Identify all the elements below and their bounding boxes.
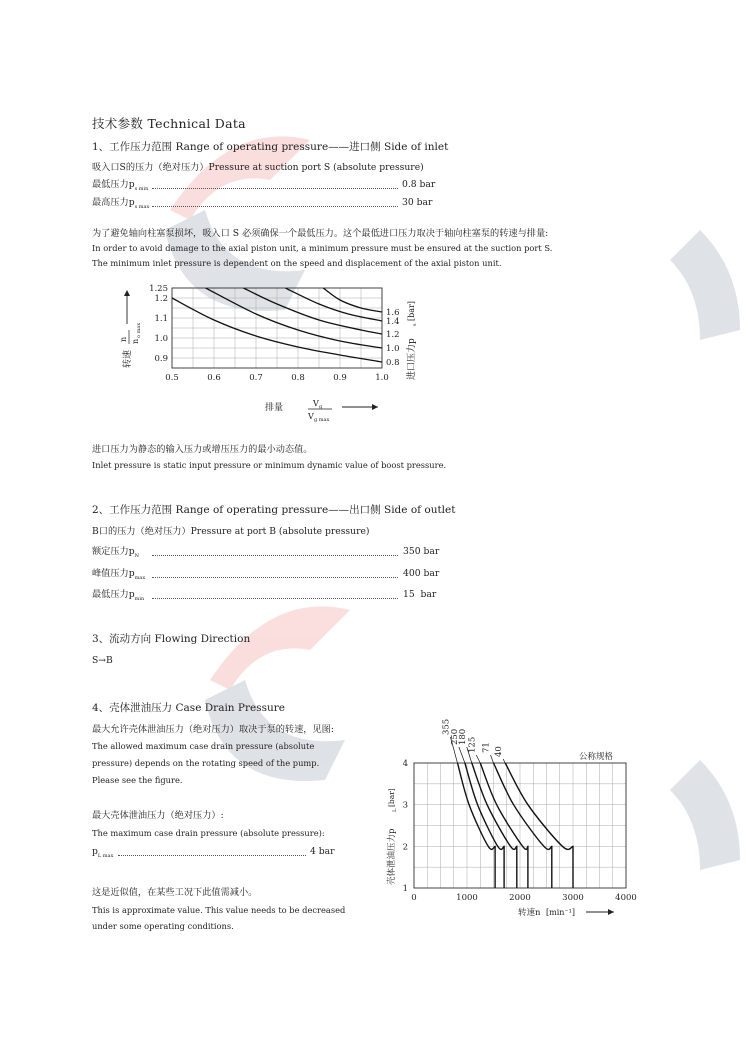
section2-title: 2、工作压力范围 Range of operating pressure——出口侧 Side of outlet [92,504,456,516]
chart1-series-line [285,288,382,321]
s1-note-cn: 为了避免轴向柱塞泵损坏，吸入口 S 必须确保一个最低压力。这个最低进口压力取决于轴向柱塞泵的转速与排量: [92,228,549,239]
chart1-x-tick-label: 0.7 [249,373,263,383]
section2-subtitle: B口的压力（绝对压力）Pressure at port B (absolute pressure) [92,526,370,537]
chart2-x-tick-label: 0 [411,893,417,903]
chart1-x-tick-label: 0.5 [165,373,179,383]
s2-row-label: 最低压力$p_{min}$ [92,589,145,602]
chart2-series-leader [491,755,494,763]
chart2-series-label: 71 [481,742,492,753]
chart1-y-tick-label: 1.1 [154,314,168,324]
chart2-y-label-group [386,788,398,885]
flow-direction-value: S→B [92,655,113,666]
chart1-x-tick-label: 1.0 [375,373,389,383]
chart1-y2-label: 进口压力p [407,338,417,380]
chart1-y-label-group [119,323,142,368]
chart2-x-tick-label: 2000 [509,893,531,903]
s2-row-leader [152,577,398,578]
chart2-series-label: 355 [441,718,452,735]
chart1-right-label: 1.4 [386,317,400,327]
chart1-y-tick-label: 0.9 [154,354,168,364]
chart1-y2-label-unit: [bar] [407,301,416,321]
s2-row-label: 峰值压力$p_{max}$ [92,568,146,581]
s4-row-value: 4 bar [310,846,335,857]
s1-note-en: The minimum inlet pressure is dependent on the speed and displacement of the axial piston unit. [92,258,502,268]
s2-row-leader [152,598,398,599]
chart2-y-tick-label: 1 [402,884,408,894]
chart1-x-label: 排量 [265,403,284,413]
chart1-x-tick-label: 0.6 [207,373,221,383]
s4-text: The allowed maximum case drain pressure (absolute [92,741,315,751]
s1-row-leader [152,206,398,207]
chart2-x-tick-label: 4000 [615,893,637,903]
chart1-y-frac-den-sub: o max [136,322,142,338]
chart2-series-label: 180 [457,728,468,745]
chart2-x-tick-label: 1000 [456,893,478,903]
chart2-series-leader [476,755,480,763]
s1-row-label: 最低压力$p_{s min}$ [92,179,149,192]
chart1-y-frac-num: n [119,336,128,342]
chart1-x-frac-num-sub: g [319,404,323,410]
section1-title: 1、工作压力范围 Range of operating pressure——进口侧 Side of inlet [92,141,449,153]
chart2-series-label: 250 [449,728,460,745]
chart2-series-leader [503,759,505,763]
s4-row-leader [118,855,306,856]
s4-text: 最大壳体泄油压力（绝对压力）: [92,810,224,821]
s2-row-label: 额定压力$p_N$ [92,546,140,559]
s1-after-cn: 进口压力为静态的输入压力或增压压力的最小动态值。 [92,444,313,455]
chart1-y-tick-label: 1.25 [149,284,168,294]
chart1-right-label: 1.6 [386,308,400,318]
chart1-right-label: 0.8 [386,358,400,368]
chart1-x-frac-den: V [308,412,314,421]
chart1-x-arrow-head [372,404,378,410]
section3-title: 3、流动方向 Flowing Direction [92,633,251,645]
chart1-y2-label-group [405,301,418,380]
chart1-y-tick-label: 1.0 [154,334,168,344]
chart2-x-arrow-head [608,909,614,915]
chart1-x-frac-num: V [313,399,319,408]
s2-row-leader [152,555,398,556]
chart2-series-label: 125 [467,736,478,753]
chart1-y-tick-label: 1.2 [154,294,168,304]
s4-text: under some operating conditions. [92,921,234,931]
chart1-right-label: 1.0 [386,344,400,354]
page-heading: 技术参数 Technical Data [92,116,246,131]
chart2-y-label-unit: [bar] [387,788,396,807]
chart2-series-label: 40 [494,746,505,757]
chart2-y-label-sub: L [392,808,398,812]
chart2-legend-title: 公称规格 [578,752,614,762]
chart2-y-tick-label: 2 [402,842,408,853]
inlet-pressure-chart [110,280,450,440]
chart2-x-label: 转速n [518,908,541,918]
chart1-y-arrow-head [124,290,130,296]
chart1-x-tick-label: 0.9 [333,373,347,383]
s4-text: This is approximate value. This value needs to be decreased [92,905,346,915]
chart2-x-tick-label: 3000 [562,893,584,903]
case-drain-chart [378,715,648,935]
s1-after-en: Inlet pressure is static input pressure or minimum dynamic value of boost pressure. [92,460,447,470]
s1-row-label: 最高压力$p_{s max}$ [92,197,150,210]
chart2-y-label: 壳体泄油压力p [387,828,397,885]
s2-row-value: 15 bar [403,589,437,600]
s4-text: Please see the figure. [92,775,183,785]
s4-text: 这是近似值，在某些工况下此值需减小。 [92,887,258,898]
chart2-y-tick-label: 4 [402,759,408,769]
chart1-x-tick-label: 0.8 [291,373,305,383]
s4-row-label: $p_{L max}$ [92,846,114,859]
s1-row-value: 30 bar [402,197,433,208]
s4-text: 最大允许壳体泄油压力（绝对压力）取决于泵的转速，见图: [92,724,334,735]
chart1-y-label: 转速 [123,349,133,368]
s1-row-value: 0.8 bar [402,179,436,190]
chart1-y-frac-den: n [131,338,140,344]
s2-row-value: 350 bar [403,546,440,557]
chart1-right-label: 1.2 [386,330,400,340]
s2-row-value: 400 bar [403,568,440,579]
s1-note-en: In order to avoid damage to the axial piston unit, a minimum pressure must be ensured at the suction port S. [92,243,553,253]
section1-subtitle: 吸入口S的压力（绝对压力）Pressure at suction port S (absolute pressure) [92,162,424,173]
chart1-x-frac-den-sub: g max [314,417,330,423]
chart2-x-label-unit: [min⁻¹] [546,908,575,917]
s1-row-leader [152,188,398,189]
section4-title: 4、壳体泄油压力 Case Drain Pressure [92,702,285,714]
chart2-series-leader [459,747,465,763]
s4-text: The maximum case drain pressure (absolute pressure): [92,828,325,838]
s4-text: pressure) depends on the rotating speed of the pump. [92,758,320,768]
chart1-y2-label-sub: s [412,323,418,326]
chart2-y-tick-label: 3 [402,800,408,811]
